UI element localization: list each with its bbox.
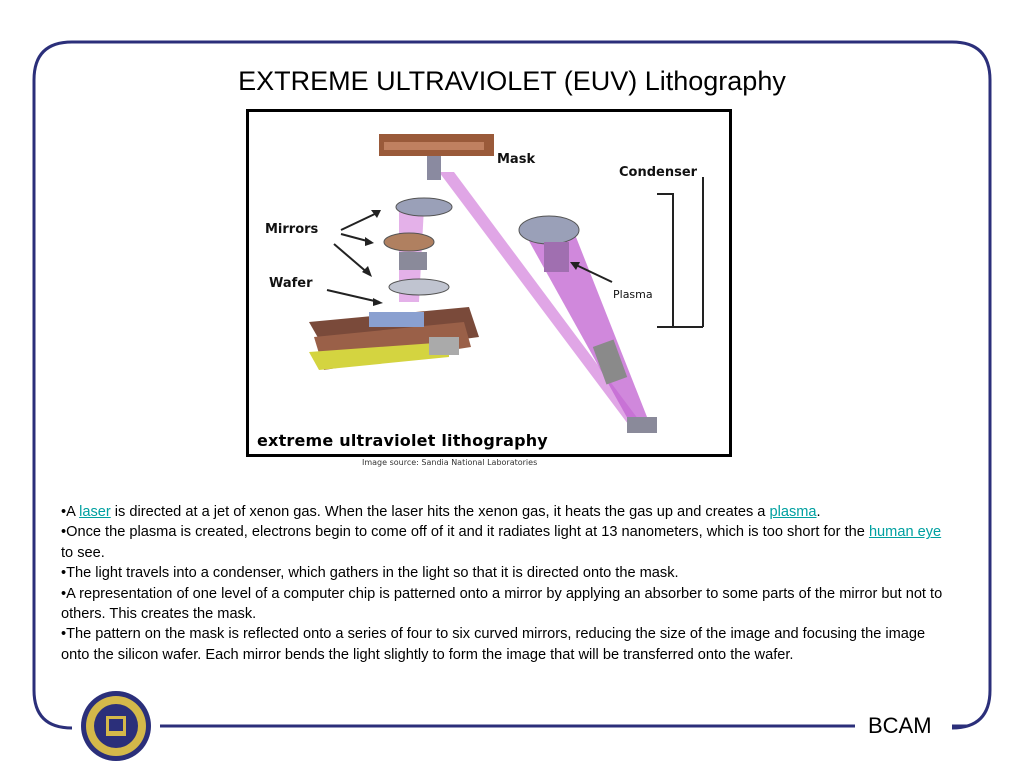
university-seal-icon — [80, 690, 152, 762]
label-plasma: Plasma — [613, 288, 653, 301]
label-condenser: Condenser — [619, 165, 698, 180]
bullet-item: •A representation of one level of a computer chip is patterned onto a mirror by applying an absorber to some parts of the mirror but not to others. This creates the mask. — [61, 585, 943, 623]
bullet-text: . — [816, 504, 821, 520]
bullet-text: to see. — [61, 544, 105, 561]
label-wafer: Wafer — [269, 276, 313, 291]
footer-label: BCAM — [868, 713, 932, 738]
figure-caption: extreme ultraviolet lithography — [257, 431, 548, 450]
label-mirrors: Mirrors — [265, 222, 319, 237]
euv-diagram-figure — [246, 109, 732, 457]
bullet-item: •The pattern on the mask is reflected onto a series of four to six curved mirrors, reducing the size of the image and focusing the image onto the silicon wafer. Each mirror bends the light slightly to form the image that will be transferred onto the wafer. — [61, 626, 926, 663]
bullet-item — [61, 522, 955, 563]
link-laser[interactable]: laser — [79, 504, 111, 520]
link-plasma[interactable]: plasma — [769, 504, 817, 520]
label-mask: Mask — [497, 152, 536, 167]
bullet-text: is directed at a jet of xenon gas. When the laser hits the xenon gas, it heats the gas up and creates a — [110, 504, 770, 520]
bullet-text: •A — [61, 504, 80, 520]
bullet-item: •The light travels into a condenser, which gathers in the light so that it is directed onto the mask. — [61, 565, 679, 582]
bullet-text: •Once the plasma is created, electrons begin to come off of it and it radiates light at 13 nanometers, which is too short for the — [61, 524, 869, 541]
euv-diagram-illustration — [249, 112, 729, 454]
bullet-list — [61, 502, 955, 665]
bullet-item — [61, 502, 955, 522]
link-human-eye[interactable]: human eye — [868, 524, 942, 541]
slide-title: EXTREME ULTRAVIOLET (EUV) Lithography — [238, 66, 786, 96]
image-source-credit: Image source: Sandia National Laboratories — [362, 458, 538, 467]
